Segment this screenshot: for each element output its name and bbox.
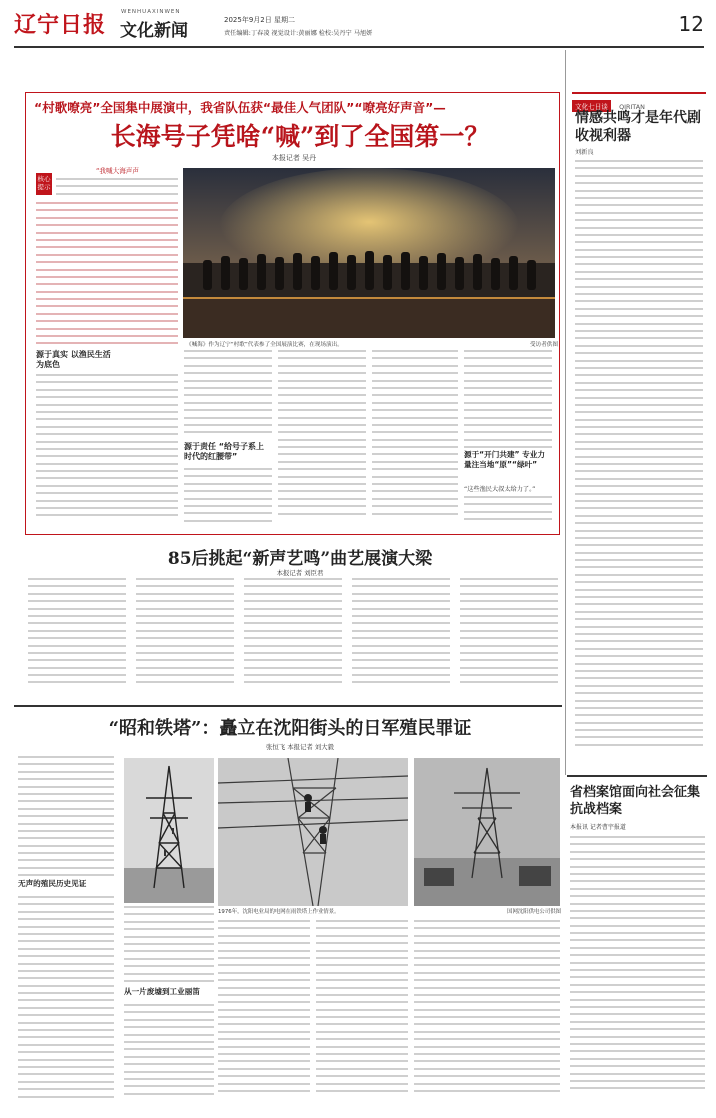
page-number: 12 <box>678 12 704 36</box>
notice-body <box>570 836 705 1106</box>
lead-body-col1 <box>36 350 178 530</box>
third-byline: 张恒飞 本报记者 刘大毅 <box>266 743 334 751</box>
third-col3 <box>218 920 310 1106</box>
column-divider <box>565 50 566 775</box>
lead-body-col4 <box>372 350 458 530</box>
newspaper-logo: 辽宁日报 <box>14 12 107 38</box>
lead-photo-caption: 《喊海》作为辽宁“村歌”代表参了全国展演比赛，在现场演出。 <box>186 342 343 348</box>
culture-tag: 文化七日谈 <box>572 100 611 112</box>
third-subhead-1: 无声的殖民历史见证 <box>18 879 87 888</box>
archive-image <box>414 758 560 906</box>
masthead-rule <box>14 46 704 48</box>
notice-title: 省档案馆面向社会征集抗战档案 <box>570 785 701 817</box>
lead-headline: 长海号子凭啥“喊”到了全国第一？ <box>110 122 490 151</box>
culture-body <box>575 160 703 770</box>
third-headline: “昭和铁塔”：矗立在沈阳街头的日军殖民罪证 <box>108 718 472 739</box>
tower-image <box>124 758 214 903</box>
culture-tag-bar <box>572 92 706 111</box>
linemen-image <box>218 758 408 906</box>
second-headline: 85后挑起“新声艺鸣”曲艺展演大梁 <box>167 549 433 569</box>
lead-subhead-3: 源于“开门共建” 专业力量注当地“原”“绿叶” <box>464 450 545 469</box>
culture-author: 刘新良 <box>575 149 594 156</box>
lead-body-col2 <box>184 350 272 530</box>
notice-byline: 本报讯 记者曹宇报道 <box>570 824 626 831</box>
lead-body-col5 <box>464 350 552 530</box>
core-tip-tag: 核心提示 <box>36 173 52 195</box>
culture-title: 情感共鸣才是年代剧收视利器 <box>575 110 701 144</box>
lead-photo <box>183 168 555 338</box>
lead-body-col3 <box>278 350 366 530</box>
linemen-photo <box>218 758 408 906</box>
culture-tag-pinyin: QIRITAN <box>619 103 645 111</box>
notice-rule <box>567 775 707 777</box>
third-col1 <box>18 756 114 1106</box>
lead-subhead: “村歌嘹亮”全国集中展演中，我省队伍获“最佳人气团队”“嘹亮好声音”— <box>34 100 446 115</box>
masthead <box>14 6 704 46</box>
lead-subhead-1: 源于真实 以渔民生活为底色 <box>36 350 111 369</box>
lead-intro-text <box>36 178 178 353</box>
section-pinyin: WENHUAXINWEN <box>121 9 181 15</box>
second-body <box>28 578 560 698</box>
lead-byline: 本报记者 吴丹 <box>271 154 317 162</box>
second-byline: 本报记者 刘臣君 <box>276 569 324 577</box>
lead-photo-credit: 受访者供图 <box>530 342 558 348</box>
third-col5 <box>414 920 560 1106</box>
third-photo-credit: 国网沈阳供电公司供图 <box>507 909 561 915</box>
editor-credits: 责任编辑:丁春凌 视觉设计:黄丽娜 检校:吴丹宁 马旭妍 <box>224 30 373 37</box>
lead-quote: “这些渔民大叔太给力了。” <box>464 486 536 493</box>
third-photo-caption: 1976年，沈阳电业局的电网在雨铁塔上作业情景。 <box>218 909 340 915</box>
third-col4 <box>316 920 408 1106</box>
archive-photo <box>414 758 560 906</box>
lead-subhead-2: 源于责任 “给号子系上时代的红腰带” <box>184 442 265 461</box>
section-title: 文化新闻 <box>120 21 188 41</box>
tower-photo <box>124 758 214 903</box>
issue-date: 2025年9月2日 星期二 <box>224 16 295 24</box>
third-col2 <box>124 906 214 1106</box>
section-rule <box>14 705 562 707</box>
lead-intro-quote: “我喊大海声声 <box>96 167 139 175</box>
third-subhead-2: 从一片废墟到工业丽笛 <box>124 987 200 996</box>
choir-stage-image <box>183 168 555 338</box>
